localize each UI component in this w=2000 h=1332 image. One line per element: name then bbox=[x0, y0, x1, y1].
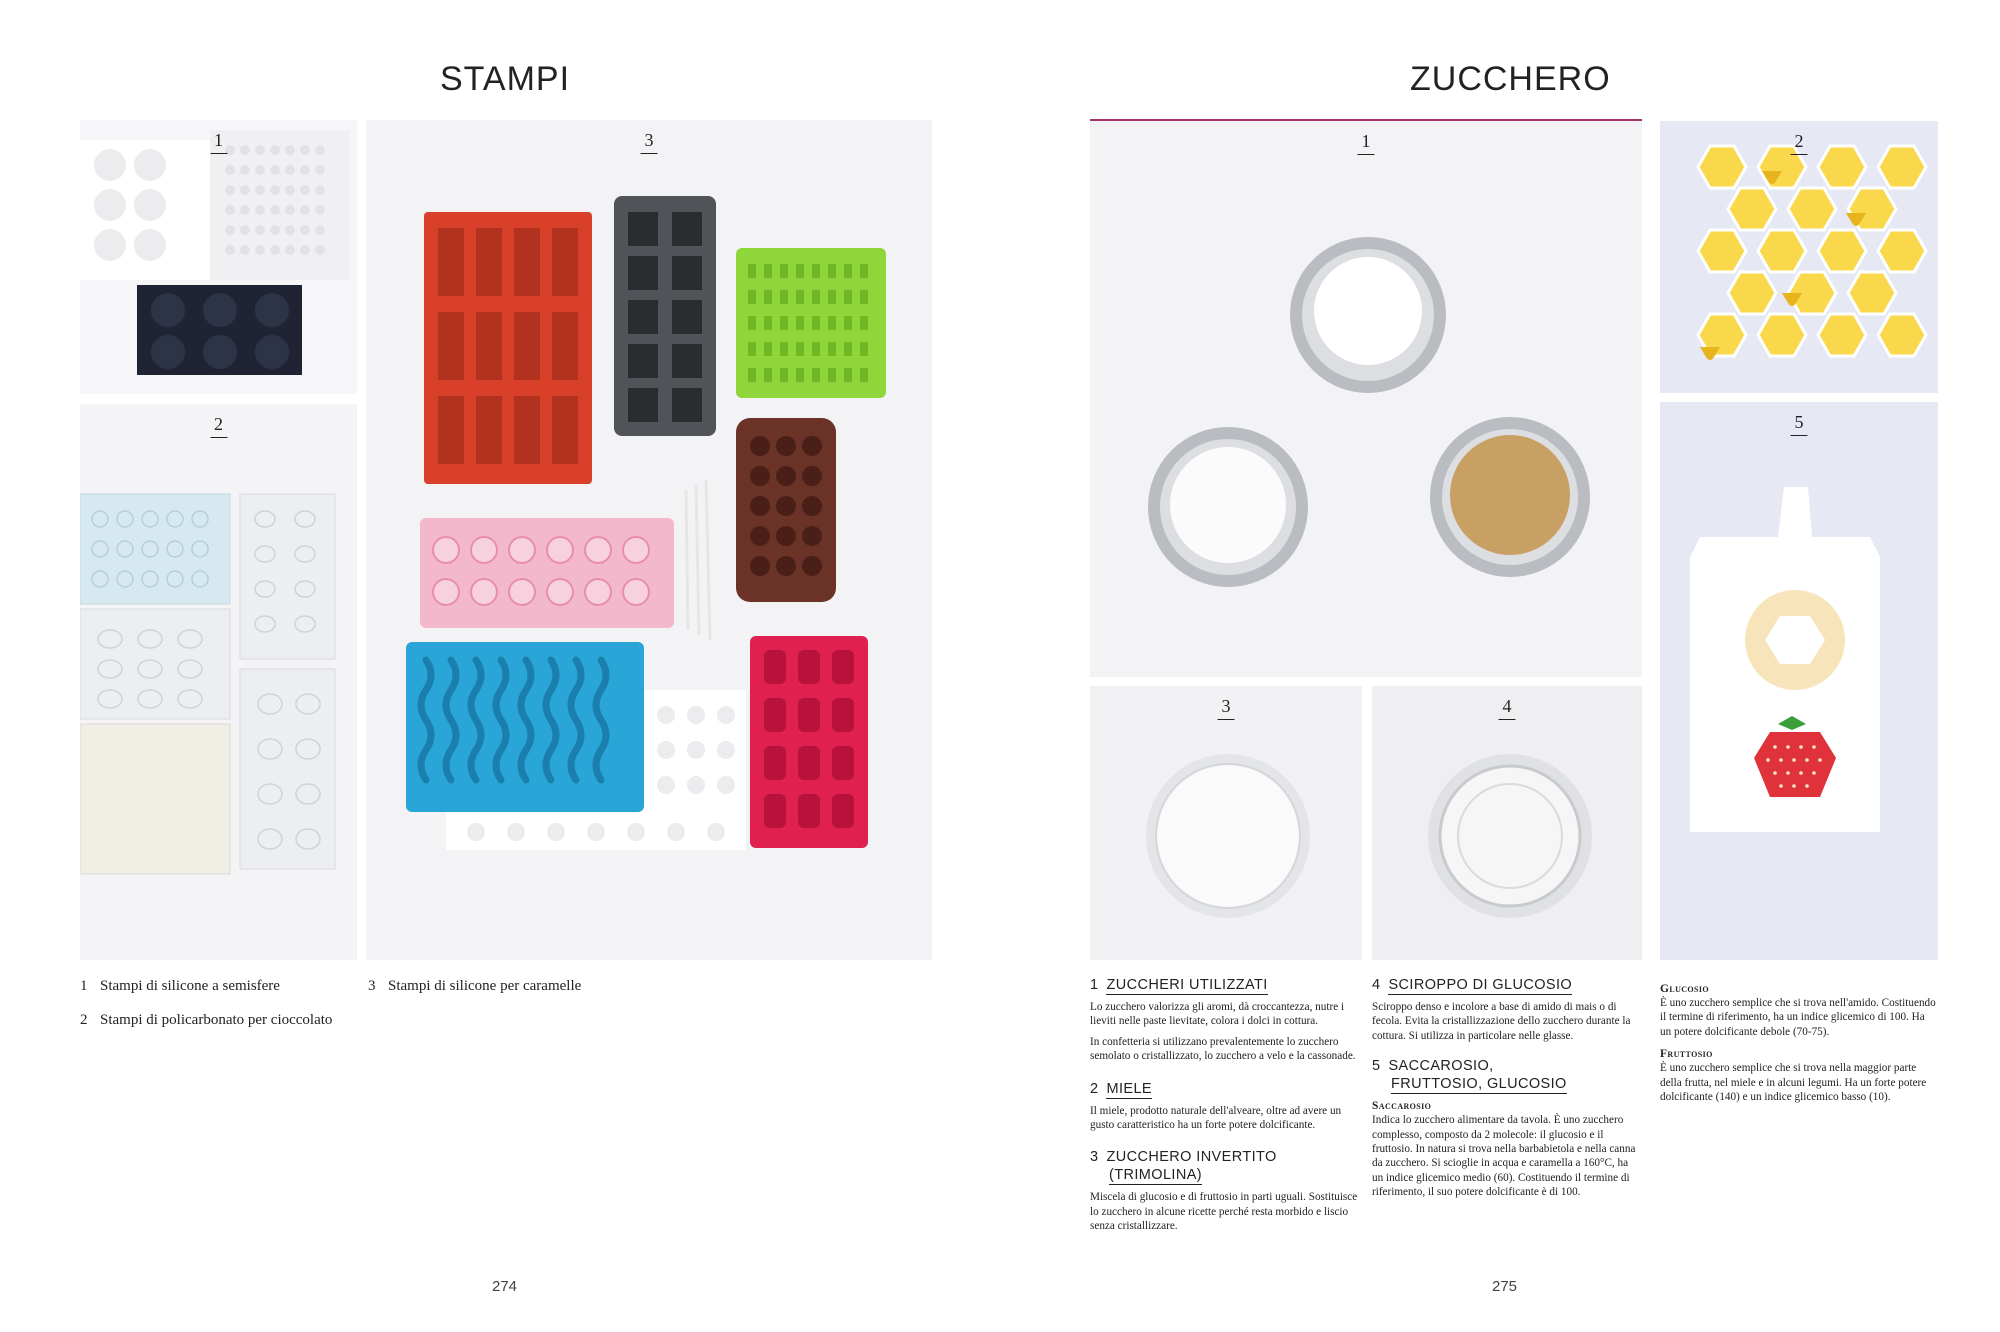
hemisphere-molds-illustration bbox=[80, 120, 357, 394]
photo-number: 4 bbox=[1499, 696, 1516, 720]
photo-honeycomb-illustration bbox=[1660, 121, 1938, 393]
saccarosio-title: Saccarosio bbox=[1372, 1100, 1432, 1113]
glucose-syrup-bowl-illustration bbox=[1372, 686, 1642, 960]
photo-number: 1 bbox=[210, 130, 227, 154]
photo-number: 2 bbox=[210, 414, 227, 438]
page-title-stampi: STAMPI bbox=[440, 60, 571, 98]
photo-glucose-syrup bbox=[1372, 686, 1642, 960]
honeycomb-icon bbox=[1660, 121, 1938, 393]
section-3: 3 ZUCCHERO INVERTITO (TRIMOLINA) Miscela di glucosio e di fruttosio in parti uguali. Sostituisce lo zucchero in alcune ricette perché resta morbido e liscio senza cristallizzare. bbox=[1090, 1149, 1358, 1233]
caption-1: 1 Stampi di silicone a semisfere bbox=[80, 978, 280, 994]
section-2: 2 MIELE Il miele, prodotto naturale dell'alveare, oltre ad avere un gusto caratteristico ha un forte potere dolcificante. bbox=[1090, 1080, 1342, 1132]
photo-number: 1 bbox=[1358, 131, 1375, 155]
text-column-1 bbox=[1090, 976, 1362, 1240]
section-5: 5 SACCAROSIO, FRUTTOSIO, GLUCOSIO Saccarosio Indica lo zucchero alimentare da tavola. È uno zucchero complesso, composto da 2 molecole: il glucosio e il fruttosio. In natura si trova nella barbabietola e nella canna da zucchero. Si scioglie in acqua e caramella a 160°C, ha un indice glicemico medio (60). Costituendo il termine di riferimento, il suo potere dolcificante è di 100. bbox=[1372, 1057, 1642, 1199]
text-column-2 bbox=[1372, 976, 1642, 1206]
photo-number: 3 bbox=[1218, 696, 1235, 720]
polycarbonate-molds-illustration bbox=[80, 404, 357, 960]
page-number-left: 274 bbox=[492, 1278, 518, 1295]
sugar-cups-illustration bbox=[1090, 121, 1642, 677]
page-number-right: 275 bbox=[1492, 1278, 1518, 1295]
photo-sugars-used bbox=[1090, 121, 1642, 677]
section-4: 4 SCIROPPO DI GLUCOSIO Sciroppo denso e incolore a base di amido di mais o di fecola. Evita la cristallizzazione dello zucchero durante la cottura. Si utilizza in particolare nelle glasse. bbox=[1372, 977, 1631, 1042]
photo-invert-sugar bbox=[1090, 686, 1362, 960]
photo-number: 3 bbox=[641, 130, 658, 154]
page-title-zucchero: ZUCCHERO bbox=[1410, 60, 1611, 98]
caption-2: 2 Stampi di policarbonato per cioccolato bbox=[80, 1012, 333, 1028]
section-1: 1 ZUCCHERI UTILIZZATI Lo zucchero valorizza gli aromi, dà croccantezza, nutre i lieviti nelle paste lievitate, colora i dolci in cottura. In confetteria si utilizzano prevalentemente lo zucchero semolato o cristallizzato, lo zucchero a velo e la cassonade. bbox=[1090, 977, 1356, 1063]
invert-sugar-bowl-illustration bbox=[1090, 686, 1362, 960]
fruttosio-title: Fruttosio bbox=[1660, 1048, 1713, 1061]
glucosio-title: Glucosio bbox=[1660, 983, 1710, 995]
photo-number: 2 bbox=[1791, 131, 1808, 155]
photo-silicone-hemisphere-molds bbox=[80, 120, 357, 394]
text-column-3: Glucosio È uno zucchero semplice che si trova nell'amido. Costituendo il termine di riferimento, ha un indice glicemico di 100. Ha un potere dolcificante debole (70-75). Fruttosio È uno zucchero semplice che si trova nella maggior parte della frutta, nel miele e in alcuni legumi. Ha un forte potere dolcificante (140) e un indice glicemico basso (10). bbox=[1660, 982, 1938, 1110]
caption-3: 3 Stampi di silicone per caramelle bbox=[368, 978, 582, 994]
photo-number: 5 bbox=[1791, 412, 1808, 436]
photo-polycarbonate-chocolate-molds bbox=[80, 404, 357, 960]
right-page bbox=[1000, 0, 2000, 1332]
photo-silicone-candy-molds bbox=[366, 120, 932, 960]
candy-molds-illustration bbox=[366, 120, 932, 960]
sugar-packet-icon bbox=[1660, 402, 1938, 960]
photo-sugar-types-illustration bbox=[1660, 402, 1938, 960]
